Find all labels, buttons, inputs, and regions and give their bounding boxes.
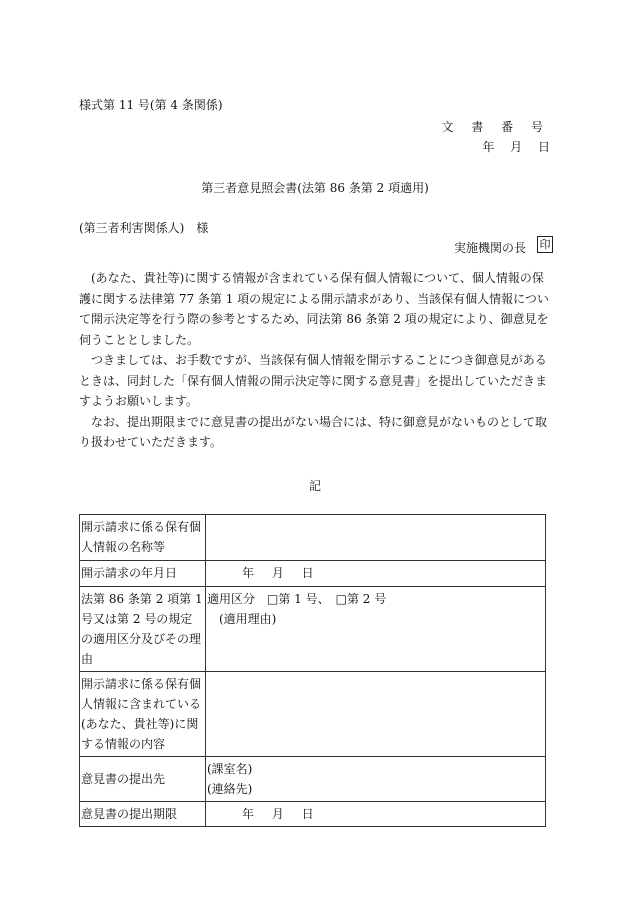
body-paragraph-1: (あなた、貴社等)に関する情報が含まれている保有個人情報について、個人情報の保護に関する法律第 77 条第 1 項の規定による開示請求があり、当該保有個人情報について開示決定等を行う際の参考とするため、同法第 86 条第 2 項の規定により、御意見を伺うこととしました。: [79, 271, 549, 347]
table-label-submission-destination: 意見書の提出先: [80, 757, 206, 802]
issuer: 実施機関の長: [453, 241, 526, 255]
document-title: 第三者意見照会書(法第 86 条第 2 項適用): [201, 181, 429, 195]
addressee: (第三者利害関係人) 様: [79, 221, 209, 235]
ki-heading: 記: [308, 479, 321, 493]
details-table: [79, 514, 546, 827]
body-paragraph-3: なお、提出期限までに意見書の提出がない場合には、特に御意見がないものとして取り扱わせていただきます。: [79, 414, 548, 449]
date-label: 年 月 日: [482, 140, 550, 154]
table-value-request-date: 年 月 日: [206, 561, 546, 587]
table-value-request-info: [206, 515, 546, 561]
document-number-label: 文 書 番 号: [441, 120, 550, 134]
table-value-applicable-category: [206, 587, 546, 672]
section-name: (課室名): [207, 762, 253, 776]
body-text: [79, 268, 549, 453]
contact-info: (連絡先): [207, 782, 253, 796]
table-row: [80, 757, 546, 802]
table-row: [80, 672, 546, 757]
category-reason: (適用理由): [219, 612, 277, 626]
form-number: 様式第 11 号(第 4 条関係): [79, 98, 223, 112]
table-row: [80, 515, 546, 561]
table-label-submission-deadline: 意見書の提出期限: [80, 802, 206, 827]
seal-mark: 印: [537, 236, 553, 253]
table-label-request-date: 開示請求の年月日: [80, 561, 206, 587]
body-paragraph-2: つきましては、お手数ですが、当該保有個人情報を開示することにつき御意見があるときは、同封した「保有個人情報の開示決定等に関する意見書」を提出していただきますようお願いします。: [79, 353, 548, 408]
table-label-applicable-category: 法第 86 条第 2 項第 1 号又は第 2 号の規定の適用区分及びその理由: [80, 587, 206, 672]
table-label-information-content: 開示請求に係る保有個人情報に含まれている(あなた、貴社等)に関する情報の内容: [80, 672, 206, 757]
table-row: [80, 561, 546, 587]
table-row: [80, 802, 546, 827]
table-value-information-content: [206, 672, 546, 757]
table-label-request-info: 開示請求に係る保有個人情報の名称等: [80, 515, 206, 561]
table-value-submission-deadline: 年 月 日: [206, 802, 546, 827]
table-row: [80, 587, 546, 672]
category-options: 適用区分 □第 1 号、 □第 2 号: [207, 592, 387, 606]
table-value-submission-destination: [206, 757, 546, 802]
